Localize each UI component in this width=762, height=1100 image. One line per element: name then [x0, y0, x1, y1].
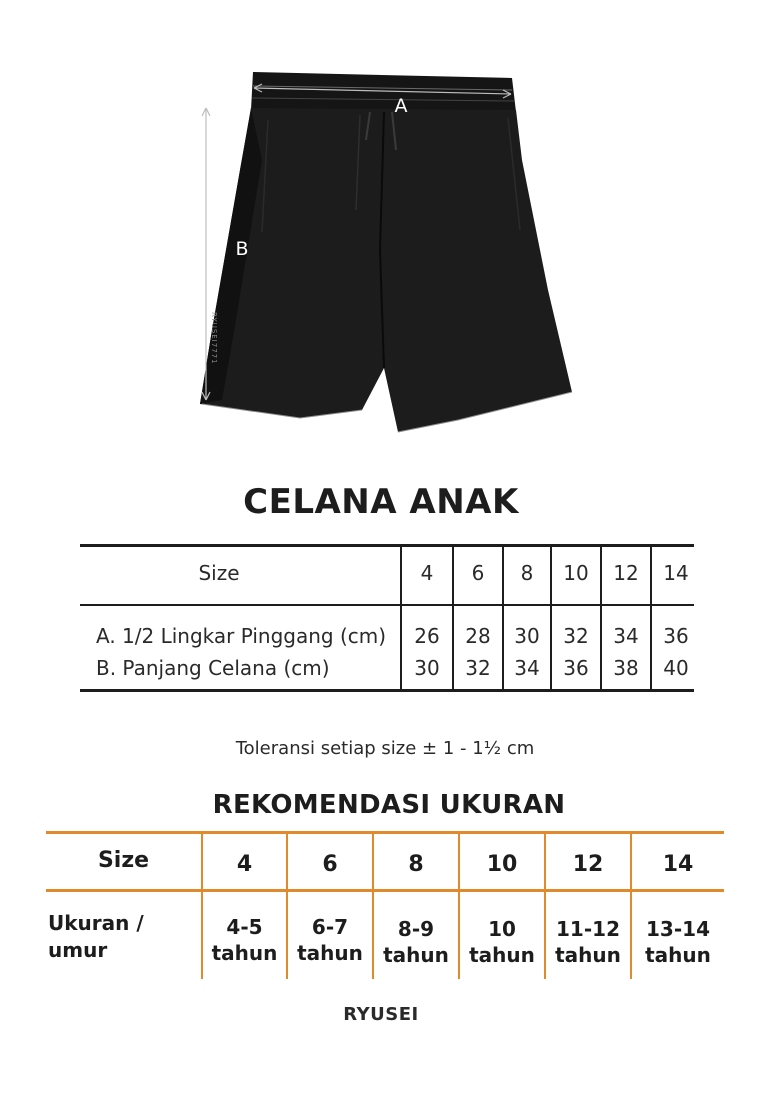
rec-table-top-rule — [46, 831, 724, 834]
rec-row-label — [48, 910, 144, 964]
waist-value: 26 — [414, 624, 440, 648]
rec-age-cell — [546, 916, 630, 968]
age-unit: tahun — [211, 941, 278, 965]
size-header-cell: 8 — [520, 561, 534, 585]
row-label-length: B. Panjang Celana (cm) — [96, 656, 330, 680]
rec-size-cell: 4 — [236, 852, 253, 877]
side-brand-text: RYUSEI7771 — [210, 312, 218, 365]
measure-label-a: A — [394, 95, 408, 117]
rec-table-header-rule — [46, 889, 724, 892]
waist-value: 36 — [663, 624, 689, 648]
rec-size-cell: 6 — [322, 852, 338, 877]
rec-size-cell: 8 — [408, 852, 424, 877]
length-value: 36 — [563, 656, 589, 680]
rec-age-cell — [632, 916, 724, 968]
size-header-cell: 10 — [563, 561, 589, 585]
rec-age-cell — [374, 916, 458, 968]
rec-size-cell: 14 — [662, 852, 694, 877]
size-header-label: Size — [198, 561, 240, 585]
page-title: CELANA ANAK — [243, 482, 519, 522]
age-range: 13-14 — [646, 917, 710, 941]
rec-age-cell — [288, 914, 372, 966]
length-value: 34 — [514, 656, 540, 680]
age-unit: tahun — [555, 943, 621, 967]
length-value: 38 — [613, 656, 639, 680]
brand-logo: RYUSEI — [343, 1004, 419, 1025]
rec-age-cell — [460, 916, 544, 968]
rec-row-label-line2: umur — [48, 938, 108, 962]
rec-row-label-line1: Ukuran / — [48, 911, 144, 935]
length-value: 30 — [414, 656, 440, 680]
rec-size-cell: 12 — [572, 852, 604, 877]
age-range: 6-7 — [311, 915, 349, 939]
length-value: 32 — [465, 656, 491, 680]
shorts-illustration — [180, 55, 600, 445]
age-range: 4-5 — [226, 915, 263, 939]
waist-value: 32 — [563, 624, 589, 648]
rec-age-cell — [203, 914, 286, 966]
age-unit: tahun — [645, 943, 711, 967]
size-header-cell: 14 — [663, 561, 689, 585]
tolerance-note: Toleransi setiap size ± 1 - 1½ cm — [235, 738, 535, 759]
waist-value: 30 — [514, 624, 540, 648]
age-range: 8-9 — [397, 917, 435, 941]
measure-label-b: B — [235, 238, 249, 260]
age-range: 10 — [488, 917, 516, 941]
size-header-cell: 4 — [420, 561, 434, 585]
age-range: 11-12 — [556, 917, 620, 941]
length-value: 40 — [663, 656, 689, 680]
rec-size-header-label: Size — [97, 848, 150, 873]
recommendation-table — [46, 831, 724, 979]
size-header-cell: 12 — [613, 561, 639, 585]
rec-size-cell: 10 — [486, 852, 518, 877]
row-label-waist: A. 1/2 Lingkar Pinggang (cm) — [96, 624, 387, 648]
recommendation-title: REKOMENDASI UKURAN — [212, 790, 566, 820]
size-header-cell: 6 — [471, 561, 485, 585]
age-unit: tahun — [297, 941, 363, 965]
waist-value: 28 — [465, 624, 491, 648]
age-unit: tahun — [469, 943, 535, 967]
waist-value: 34 — [613, 624, 639, 648]
size-table — [80, 544, 694, 692]
age-unit: tahun — [383, 943, 449, 967]
